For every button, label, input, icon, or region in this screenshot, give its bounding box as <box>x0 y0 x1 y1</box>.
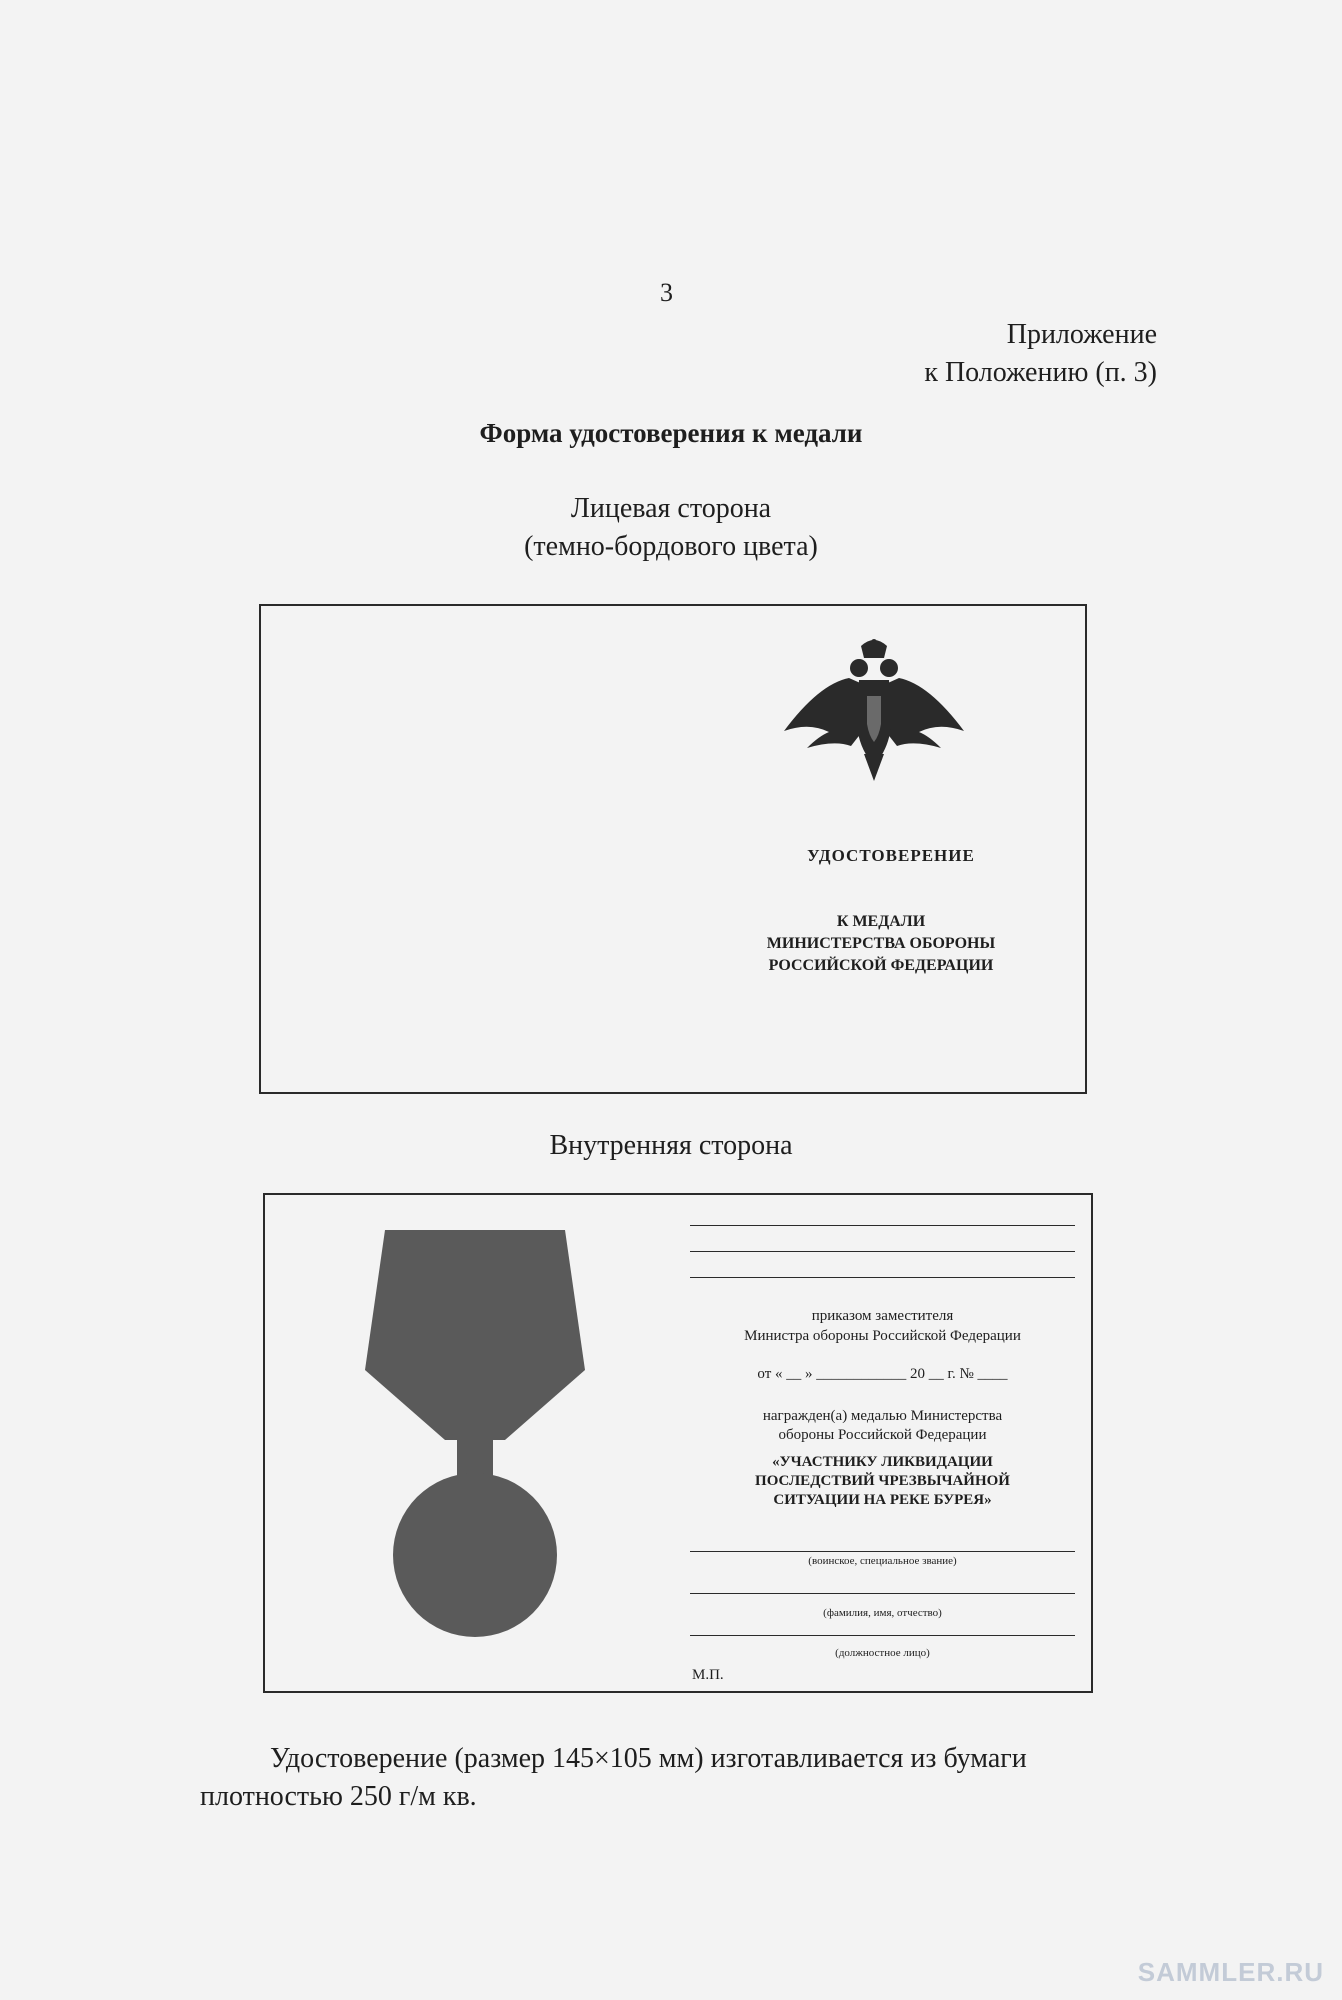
form-title: Форма удостоверения к медали <box>479 418 863 448</box>
medal-name-line-1: «УЧАСТНИКУ ЛИКВИДАЦИИ <box>772 1454 993 1470</box>
order-line-2: Министра обороны Российской Федерации <box>744 1328 1021 1344</box>
eagle-emblem-icon <box>779 636 969 786</box>
full-name-caption: (фамилия, имя, отчество) <box>823 1607 942 1619</box>
front-caption-line-2: (темно-бордового цвета) <box>524 531 818 562</box>
front-caption-line-1: Лицевая сторона <box>570 493 772 524</box>
front-card-line-1: К МЕДАЛИ <box>836 913 926 930</box>
name-rule-1 <box>690 1225 1075 1226</box>
full-name-rule <box>690 1593 1075 1594</box>
order-date-line: от « __ » ____________ 20 __ г. № ____ <box>757 1366 1008 1382</box>
page-number: 3 <box>660 278 673 307</box>
front-card-medal-text <box>701 911 1061 977</box>
rank-caption: (воинское, специальное звание) <box>808 1555 957 1567</box>
front-card-line-3: РОССИЙСКОЙ ФЕДЕРАЦИИ <box>768 957 994 974</box>
order-line-1: приказом заместителя <box>811 1308 954 1324</box>
front-side-caption <box>0 490 1342 566</box>
appendix-line-1: Приложение <box>1006 319 1157 350</box>
official-caption: (должностное лицо) <box>835 1647 930 1659</box>
certificate-footnote: Удостоверение (размер 145×105 мм) изготавливается из бумаги плотностью 250 г/м кв. <box>200 1743 1027 1812</box>
inner-side-caption: Внутренняя сторона <box>549 1130 793 1161</box>
stamp-label: М.П. <box>692 1667 724 1683</box>
medal-name-line-3: СИТУАЦИИ НА РЕКЕ БУРЕЯ» <box>773 1492 992 1508</box>
official-rule <box>690 1635 1075 1636</box>
inner-card-text-block <box>690 1195 1075 1691</box>
front-card-title: УДОСТОВЕРЕНИЕ <box>807 846 975 865</box>
medal-icon <box>345 1225 605 1660</box>
inner-card <box>263 1193 1093 1693</box>
appendix-reference <box>924 316 1157 392</box>
rank-rule <box>690 1551 1075 1552</box>
award-line-2: обороны Российской Федерации <box>778 1427 987 1443</box>
award-line-1: награжден(а) медалью Министерства <box>762 1408 1003 1424</box>
name-rule-3 <box>690 1277 1075 1278</box>
front-card <box>259 604 1087 1094</box>
front-card-line-2: МИНИСТЕРСТВА ОБОРОНЫ <box>766 935 996 952</box>
name-rule-2 <box>690 1251 1075 1252</box>
appendix-line-2: к Положению (п. 3) <box>924 357 1157 388</box>
watermark: SAMMLER.RU <box>1137 1957 1324 1987</box>
medal-name-line-2: ПОСЛЕДСТВИЙ ЧРЕЗВЫЧАЙНОЙ <box>755 1473 1010 1489</box>
